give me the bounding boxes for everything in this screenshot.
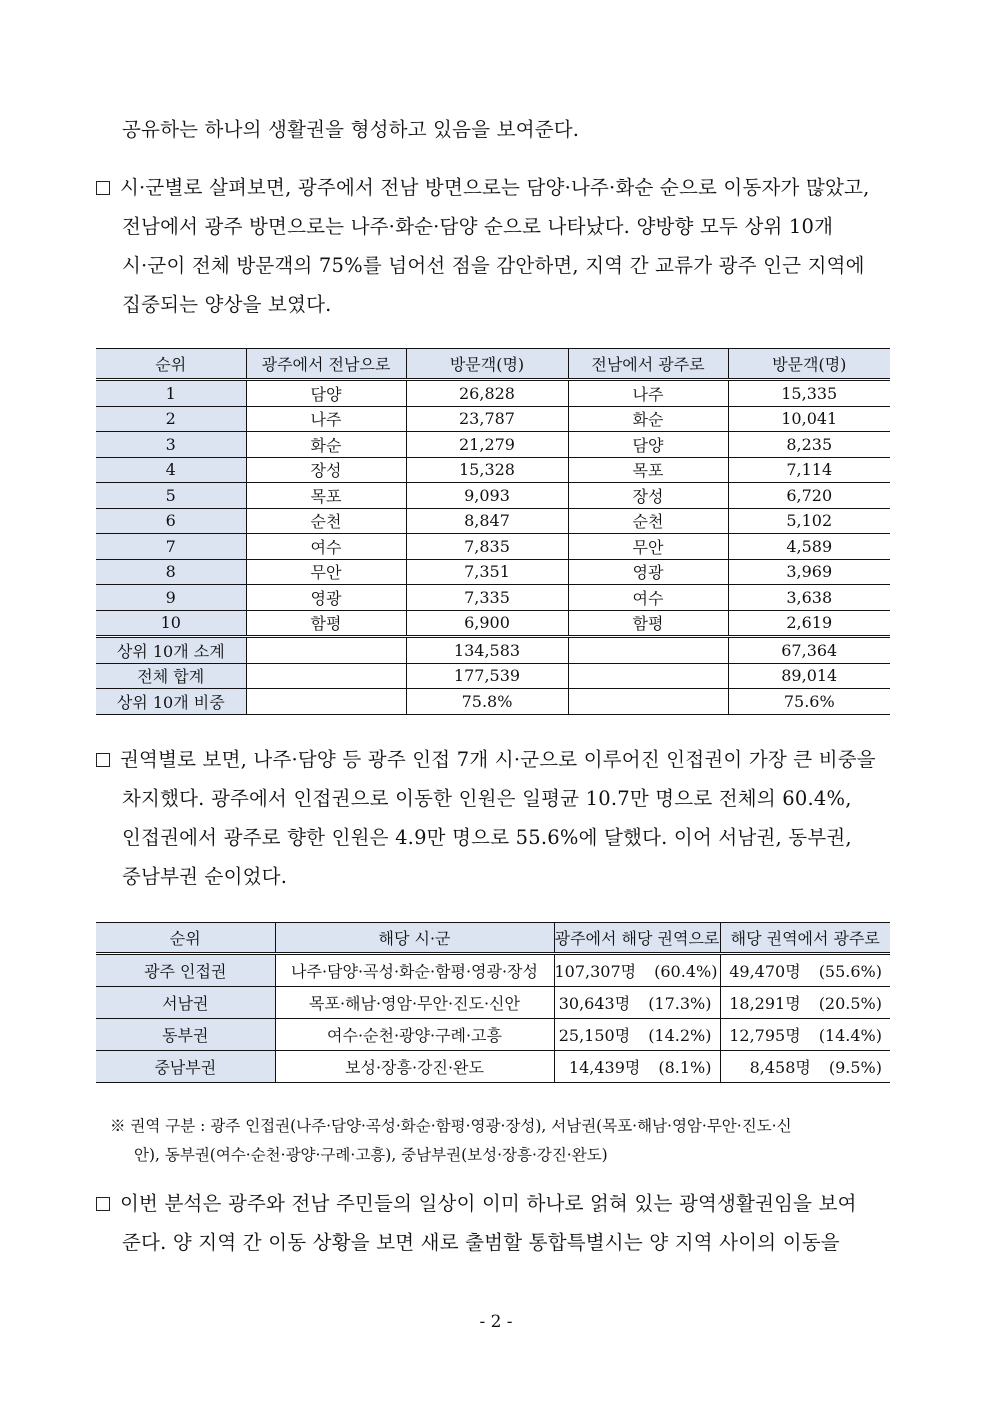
table-row xyxy=(96,987,890,1019)
table-cell: 담양 xyxy=(246,380,406,407)
table-cell: 10,041 xyxy=(728,406,890,432)
table-cell: 순천 xyxy=(568,508,728,534)
table-cell xyxy=(246,637,406,664)
region-cell: 서남권 xyxy=(96,987,275,1019)
rank-cell: 4 xyxy=(96,457,246,483)
inbound-count: 8,458명 xyxy=(749,1058,811,1077)
inbound-percent: (9.5%) xyxy=(828,1058,882,1077)
outbound-count: 25,150명 xyxy=(558,1026,631,1045)
table-cell: 26,828 xyxy=(406,380,568,407)
table-row xyxy=(96,1019,890,1051)
table-cell: 75.6% xyxy=(728,689,890,715)
table-cell: 담양 xyxy=(568,432,728,458)
note-line: 안), 동부권(여수·순천·광양·구례·고흥), 중남부권(보성·장흥·강진·완도) xyxy=(134,1146,608,1164)
table-cell: 75.8% xyxy=(406,689,568,715)
inbound-count: 12,795명 xyxy=(729,1026,801,1045)
table-header-row xyxy=(96,349,890,380)
table-cell: 89,014 xyxy=(728,663,890,689)
inbound-percent: (55.6%) xyxy=(818,962,882,981)
inbound-percent: (20.5%) xyxy=(818,994,882,1013)
table-cell: 3,638 xyxy=(728,585,890,611)
table-cell: 9,093 xyxy=(406,483,568,509)
table-cell: 7,335 xyxy=(406,585,568,611)
table-cell: 23,787 xyxy=(406,406,568,432)
table-cell: 목포 xyxy=(568,457,728,483)
paragraph-line: 전남에서 광주 방면으로는 나주·화순·담양 순으로 나타났다. 양방향 모두 상위 10개 xyxy=(122,215,834,238)
note-line: ※ 권역 구분 : 광주 인접권(나주·담양·곡성·화순·함평·영광·장성), 서남권(목포·해남·영암·무안·진도·신 xyxy=(110,1117,792,1135)
paragraph-line: 중남부권 순이었다. xyxy=(122,865,288,888)
outbound-percent: (8.1%) xyxy=(658,1058,712,1077)
column-header: 방문객(명) xyxy=(406,349,568,380)
table-row xyxy=(96,954,890,987)
table-cell: 2,619 xyxy=(728,610,890,637)
cities-cell: 보성·장흥·강진·완도 xyxy=(275,1051,554,1083)
paragraph-line: 인접권에서 광주로 향한 인원은 4.9만 명으로 55.6%에 달했다. 이어 서남권, 동부권, xyxy=(122,826,852,849)
table-row xyxy=(96,406,890,432)
table-cell: 7,835 xyxy=(406,534,568,560)
table-row xyxy=(96,534,890,560)
outbound-percent: (17.3%) xyxy=(648,994,712,1013)
region-cell: 중남부권 xyxy=(96,1051,275,1083)
table-cell: 여수 xyxy=(246,534,406,560)
table-cell: 4,589 xyxy=(728,534,890,560)
table-cell: 무안 xyxy=(246,559,406,585)
inbound-cell xyxy=(720,1019,890,1051)
page-number: - 2 - xyxy=(479,1312,513,1332)
square-bullet-icon xyxy=(96,181,110,195)
table-cell: 3,969 xyxy=(728,559,890,585)
table-cell: 무안 xyxy=(568,534,728,560)
table-row xyxy=(96,559,890,585)
paragraph-region-analysis xyxy=(96,740,896,896)
table-cell: 목포 xyxy=(246,483,406,509)
paragraph-continuation xyxy=(96,110,896,149)
inbound-count: 49,470명 xyxy=(729,962,801,981)
outbound-cell xyxy=(554,987,720,1019)
rank-cell: 9 xyxy=(96,585,246,611)
table-cell: 화순 xyxy=(568,406,728,432)
inbound-percent: (14.4%) xyxy=(818,1026,882,1045)
city-visitors-table xyxy=(96,348,890,715)
paragraph-line: 이번 분석은 광주와 전남 주민들의 일상이 이미 하나로 얽혀 있는 광역생활권임을 보여 xyxy=(120,1192,857,1215)
paragraph-line: 차지했다. 광주에서 인접권으로 이동한 인원은 일평균 10.7만 명으로 전체의 60.4%, xyxy=(122,787,852,810)
summary-row xyxy=(96,663,890,689)
table-row xyxy=(96,1051,890,1083)
column-header: 해당 시·군 xyxy=(275,923,554,954)
rank-cell: 6 xyxy=(96,508,246,534)
table-cell: 함평 xyxy=(568,610,728,637)
table-cell: 177,539 xyxy=(406,663,568,689)
table-cell: 나주 xyxy=(568,380,728,407)
outbound-percent: (60.4%) xyxy=(654,962,718,981)
summary-row xyxy=(96,637,890,664)
region-definition-note xyxy=(110,1112,900,1170)
column-header: 해당 권역에서 광주로 xyxy=(720,923,890,954)
paragraph-line: 시·군이 전체 방문객의 75%를 넘어선 점을 감안하면, 지역 간 교류가 광주 인근 지역에 xyxy=(122,254,865,277)
summary-row xyxy=(96,689,890,715)
table-cell: 함평 xyxy=(246,610,406,637)
cities-cell: 여수·순천·광양·구례·고흥 xyxy=(275,1019,554,1051)
paragraph-line: 준다. 양 지역 간 이동 상황을 보면 새로 출범할 통합특별시는 양 지역 사이의 이동을 xyxy=(122,1231,840,1254)
table-cell: 7,351 xyxy=(406,559,568,585)
table-row xyxy=(96,432,890,458)
rank-cell: 7 xyxy=(96,534,246,560)
outbound-cell xyxy=(554,1051,720,1083)
inbound-count: 18,291명 xyxy=(729,994,801,1013)
table-cell: 장성 xyxy=(246,457,406,483)
table-cell xyxy=(246,689,406,715)
table-cell: 7,114 xyxy=(728,457,890,483)
column-header: 방문객(명) xyxy=(728,349,890,380)
outbound-cell xyxy=(554,1019,720,1051)
outbound-count: 107,307명 xyxy=(554,962,637,981)
column-header: 전남에서 광주로 xyxy=(568,349,728,380)
summary-label-cell: 상위 10개 비중 xyxy=(96,689,246,715)
rank-cell: 2 xyxy=(96,406,246,432)
table-row xyxy=(96,610,890,637)
table-cell xyxy=(568,689,728,715)
table-row xyxy=(96,380,890,407)
table-cell: 장성 xyxy=(568,483,728,509)
table-cell: 여수 xyxy=(568,585,728,611)
table-row xyxy=(96,457,890,483)
table-cell: 순천 xyxy=(246,508,406,534)
table-cell: 15,328 xyxy=(406,457,568,483)
table-header-row xyxy=(96,923,890,954)
table-cell: 8,847 xyxy=(406,508,568,534)
column-header: 광주에서 해당 권역으로 xyxy=(554,923,720,954)
paragraph-line: 권역별로 보면, 나주·담양 등 광주 인접 7개 시·군으로 이루어진 인접권이 가장 큰 비중을 xyxy=(120,748,876,771)
cities-cell: 나주·담양·곡성·화순·함평·영광·장성 xyxy=(275,954,554,987)
region-cell: 동부권 xyxy=(96,1019,275,1051)
outbound-cell xyxy=(554,954,720,987)
outbound-count: 14,439명 xyxy=(568,1058,641,1077)
rank-cell: 5 xyxy=(96,483,246,509)
outbound-percent: (14.2%) xyxy=(648,1026,712,1045)
column-header: 순위 xyxy=(96,923,275,954)
table-cell: 화순 xyxy=(246,432,406,458)
region-visitors-table xyxy=(96,922,890,1083)
table-cell xyxy=(568,637,728,664)
table-cell xyxy=(246,663,406,689)
region-cell: 광주 인접권 xyxy=(96,954,275,987)
paragraph-line: 공유하는 하나의 생활권을 형성하고 있음을 보여준다. xyxy=(122,118,580,141)
cities-cell: 목포·해남·영암·무안·진도·신안 xyxy=(275,987,554,1019)
table-cell xyxy=(568,663,728,689)
paragraph-line: 시·군별로 살펴보면, 광주에서 전남 방면으로는 담양·나주·화순 순으로 이동자가 많았고, xyxy=(120,176,870,199)
paragraph-conclusion xyxy=(96,1184,896,1262)
table-cell: 5,102 xyxy=(728,508,890,534)
table-cell: 6,900 xyxy=(406,610,568,637)
square-bullet-icon xyxy=(96,1197,110,1211)
table-row xyxy=(96,585,890,611)
table-cell: 영광 xyxy=(568,559,728,585)
table-cell: 15,335 xyxy=(728,380,890,407)
table-cell: 21,279 xyxy=(406,432,568,458)
table-cell: 나주 xyxy=(246,406,406,432)
table-cell: 영광 xyxy=(246,585,406,611)
rank-cell: 8 xyxy=(96,559,246,585)
rank-cell: 1 xyxy=(96,380,246,407)
inbound-cell xyxy=(720,987,890,1019)
table-cell: 67,364 xyxy=(728,637,890,664)
table-cell: 6,720 xyxy=(728,483,890,509)
inbound-cell xyxy=(720,954,890,987)
column-header: 광주에서 전남으로 xyxy=(246,349,406,380)
table-row xyxy=(96,483,890,509)
summary-label-cell: 전체 합계 xyxy=(96,663,246,689)
table-cell: 134,583 xyxy=(406,637,568,664)
paragraph-city-analysis xyxy=(96,168,896,324)
table-cell: 8,235 xyxy=(728,432,890,458)
column-header: 순위 xyxy=(96,349,246,380)
rank-cell: 3 xyxy=(96,432,246,458)
table-row xyxy=(96,508,890,534)
inbound-cell xyxy=(720,1051,890,1083)
paragraph-line: 집중되는 양상을 보였다. xyxy=(122,293,332,316)
summary-label-cell: 상위 10개 소계 xyxy=(96,637,246,664)
square-bullet-icon xyxy=(96,753,110,767)
outbound-count: 30,643명 xyxy=(558,994,631,1013)
rank-cell: 10 xyxy=(96,610,246,637)
